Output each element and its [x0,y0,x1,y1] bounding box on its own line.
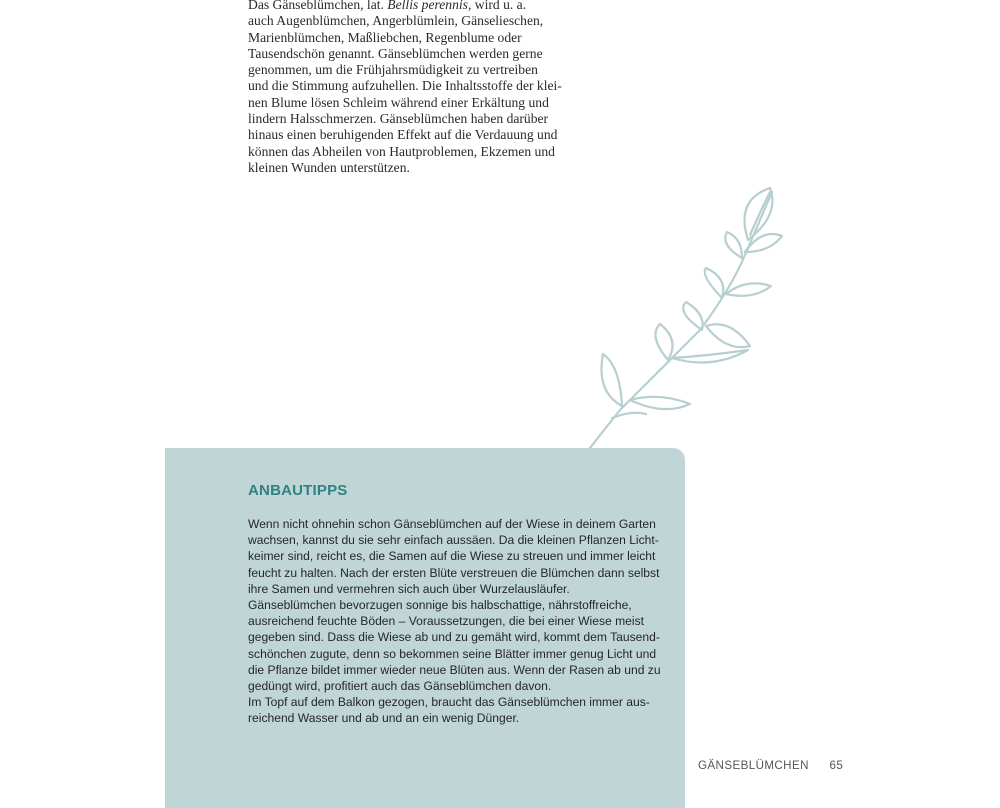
tips-line: Wenn nicht ohnehin schon Gänseblümchen auf der Wiese in deinem Garten [248,517,656,531]
latin-name: Bellis perennis, [387,0,472,12]
tips-line: die Pflanze bildet immer wieder neue Blüten aus. Wenn der Rasen ab und zu [248,662,661,677]
tips-line: Im Topf auf dem Balkon gezogen, braucht das Gänseblümchen immer aus- [248,695,650,710]
tips-line: wachsen, kannst du sie sehr einfach aussäen. Da die kleinen Pflanzen Licht- [248,533,659,548]
tips-line: Gänseblümchen bevorzugen sonnige bis halbschattige, nährstoffreiche, [248,598,632,613]
tips-line: ausreichend feuchte Böden – Voraussetzungen, die bei einer Wiese meist [248,614,644,629]
intro-line: auch Augenblümchen, Angerblümlein, Gänselieschen, [248,13,544,29]
intro-line: hinaus einen beruhigenden Effekt auf die Verdauung und [248,127,558,143]
tips-line: gedüngt wird, profitiert auch das Gänseblümchen davon. [248,679,552,694]
intro-line: nen Blume lösen Schleim während einer Erkältung und [248,94,549,110]
leaf-sprig-icon [560,175,810,455]
tips-line: keimer sind, reicht es, die Samen auf die Wiese zu streuen und immer leicht [248,549,656,564]
intro-line: Das Gänseblümchen, lat. Bellis perennis, wird u. a. [248,0,578,13]
tips-body [248,516,673,727]
tips-line: schönchen zugute, denn so bekommen seine Blätter immer genug Licht und [248,646,657,661]
intro-line: lindern Halsschmerzen. Gänseblümchen haben darüber [248,111,549,127]
tips-line: feucht zu halten. Nach der ersten Blüte verstreuen die Blümchen dann selbst [248,565,660,580]
intro-line: genommen, um die Frühjahrsmüdigkeit zu vertreiben [248,62,538,78]
tips-line: gegeben sind. Dass die Wiese ab und zu gemäht wird, kommt dem Tausend- [248,630,660,645]
chapter-name: GÄNSEBLÜMCHEN [698,759,809,772]
page-number: 65 [829,759,844,772]
tips-line: reichend Wasser und ab und an ein wenig Dünger. [248,711,520,726]
intro-paragraph [248,0,578,176]
intro-line: können das Abheilen von Hautproblemen, Ekzemen und [248,143,555,159]
intro-line: Marienblümchen, Maßliebchen, Regenblume oder [248,29,522,45]
tips-title: ANBAUTIPPS [248,482,348,499]
intro-line: und die Stimmung aufzuhellen. Die Inhaltsstoffe der klei- [248,78,562,94]
tips-line: ihre Samen und vermehren sich auch über Wurzelausläufer. [248,581,570,596]
intro-line: kleinen Wunden unterstützen. [248,159,410,175]
page-footer [698,759,843,772]
intro-line: Tausendschön genannt. Gänseblümchen werden gerne [248,45,543,61]
